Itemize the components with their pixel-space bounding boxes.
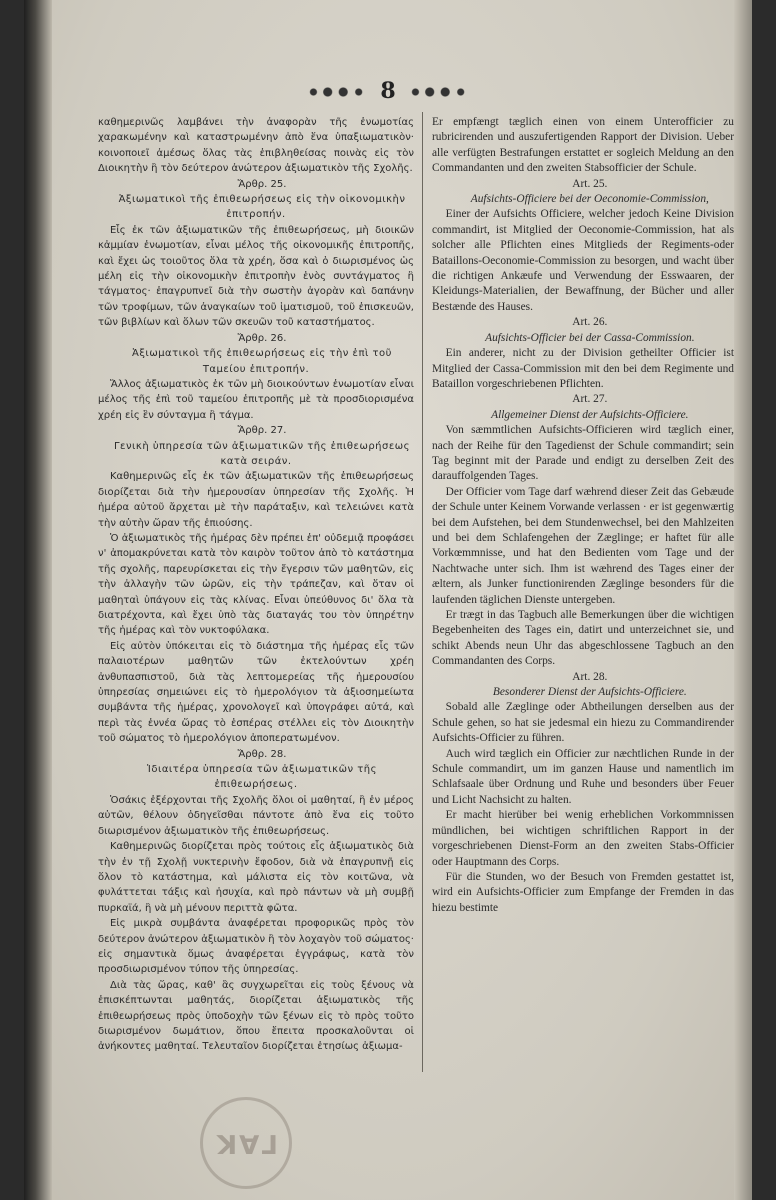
article-title: Ἀξιωματικοὶ τῆς ἐπιθεωρήσεως εἰς τὴν οἰκονομικὴν ἐπιτροπήν. bbox=[118, 194, 406, 221]
article-title: Γενικὴ ὑπηρεσία τῶν ἀξιωματικῶν τῆς ἐπιθεωρήσεως κατὰ σειράν. bbox=[113, 440, 410, 467]
german-column bbox=[432, 115, 734, 916]
left-ornament-icon bbox=[306, 85, 368, 99]
article-number: Ἄρθρ. 28. bbox=[237, 748, 287, 760]
article-number: Ἄρθρ. 27. bbox=[237, 425, 287, 437]
column-divider bbox=[422, 112, 423, 1072]
paragraph: Εἷς ἐκ τῶν ἀξιωματικῶν τῆς ἐπιθεωρήσεως, μὴ διοικῶν κἀμμίαν ἐνωμοτίαν, εἶναι μέλος τῆς οἰκονομικῆς ἐπιτροπῆς, καὶ ἔχει ὡς τοιοῦτος ὅλα τὰ χρέη, ὅσα καὶ ὁ διωρισμένος ὡς μέλη εἰς τὴν οἰκονομικὴν ἐπιτροπὴν ἑνὸς συντάγματος ἢ τάγματος· ἐπαγρυπνεῖ διὰ τὴν σωστὴν ἀγορὰν καὶ δαπάνην τῶν τροφίμων, τῶν ἀναγκαίων τοῦ ἱματισμοῦ, τοῦ ἐπισκευῶν, τῶν βιβλίων καὶ ὅλων τῶν σκευῶν τοῦ καταστήματος. bbox=[98, 224, 414, 329]
article-title: Besonderer Dienst der Aufsichts-Officiere. bbox=[492, 686, 687, 699]
article-title: Aufsichts-Officier bei der Cassa-Commission. bbox=[485, 331, 695, 344]
paragraph: Ἄλλος ἀξιωματικὸς ἐκ τῶν μὴ διοικούντων ἐνωμοτίαν εἶναι μέλος τῆς ἐπὶ τοῦ ταμείου ἐπιτροπῆς μὲ τὰ προσδιορισμένα χρέη εἰς ἓν σύνταγμα ἢ τάγμα. bbox=[98, 378, 414, 421]
paragraph: Der Officier vom Tage darf wæhrend dieser Zeit das Gebæude der Schule unter Keinem Vorwande verlassen · er ist gegenwærtig bei dem Aufstehen, bei dem Stundenwechsel, bei den Mahlzeiten und bei dem Schlafengehen der Zæglinge; er haftet für alle Vorkœmmnisse, und hat den Bedienten vom Tage und der Nachtwache unter sich. Ihm ist wæhrend des Tages einer der æltern, als Junker functionirenden Zæglinge besonders für die laufenden täglichen Dienste untergeben. bbox=[432, 485, 734, 606]
article-number: Art. 27. bbox=[572, 393, 608, 406]
paragraph: Εἰς αὐτὸν ὑπόκειται εἰς τὸ διάστημα τῆς ἡμέρας εἷς τῶν παλαιοτέρων μαθητῶν τῶν ἐκτελούντων χρέη ἀνθυπασπιστοῦ, διὰ τὰς λεπτομερείας τῆς ἡμερουσίου ὑπηρεσίας σημειώνει εἰς τὸ ἡμερολόγιον τὰ ἀξιοσημείωτα συμβάντα τῆς ἡμέρας, χρονολογεῖ καὶ ὑπογράφει αὐτά, καὶ περὶ τὰς ἐννέα ὥρας τὸ ἑσπέρας στέλλει εἰς τὸν Διοικητὴν τοῦ σώματος τὸ ἡμερολόγιον ἀποπερατωμένον. bbox=[98, 640, 414, 745]
article-number: Ἄρθρ. 26. bbox=[237, 332, 287, 344]
paragraph: Einer der Aufsichts Officiere, welcher jedoch Keine Division commandirt, ist Mitglied der Oeconomie-Commission, hat als solcher alle Pflichten eines Mitglieds der Regiments-oder Bataillons-Oeconomie-Commission zu besorgen, und wacht über die richtigen Ankæufe und Verwendung der Esswaaren, der Kleidungs-Materialien, der Bewaffnung, der Bücher und aller Bestænde des Hauses. bbox=[432, 208, 734, 313]
document-page bbox=[24, 0, 752, 1200]
article-number: Art. 25. bbox=[572, 177, 608, 190]
article-number: Art. 26. bbox=[572, 316, 608, 329]
page-binding-shadow bbox=[24, 0, 52, 1200]
article-title: Allgemeiner Dienst der Aufsichts-Officiere. bbox=[491, 408, 689, 421]
paragraph: Er macht hierüber bei wenig erheblichen Vorkommnissen mündlichen, bei wichtigen schriftlichen Rapport in der vorgeschriebenen Dienst-Form an den zweiten Stabs-Officier oder Hauptmann des Corps. bbox=[432, 809, 734, 868]
archive-stamp bbox=[200, 1097, 292, 1189]
right-ornament-icon bbox=[408, 85, 470, 99]
page-right-edge bbox=[734, 0, 752, 1200]
paragraph: καθημερινῶς λαμβάνει τὴν ἀναφορὰν τῆς ἐνωμοτίας χαρακωμένην καὶ καταστρωμένην ἀπὸ ἕνα ὑπαξιωματικὸν· κοινοποιεῖ ἀμέσως ὅλας τὰς ἐπιβληθείσας ποινὰς εἰς τὸν Διοικητὴν ἢ τὸν δεύτερον ἀνώτερον ἀξιωματικὸν τῆς Σχολῆς. bbox=[98, 117, 414, 175]
paragraph: Ein anderer, nicht zu der Division getheilter Officier ist Mitglied der Cassa-Commission mit den bei dem Regimente und Bataillon vorgeschriebenen Pflichten. bbox=[432, 347, 734, 390]
article-number: Ἄρθρ. 25. bbox=[237, 178, 287, 190]
page-header bbox=[24, 78, 752, 104]
paragraph: Ὁσάκις ἐξέρχονται τῆς Σχολῆς ὅλοι οἱ μαθηταί, ἢ ἐν μέρος αὐτῶν, θέλουν ὁδηγεῖσθαι πάντοτε ἀπὸ ἕνα εἰς τοῦτο διωρισμένον ἀξιωματικὸν τῆς ἐπιθεωρήσεως. bbox=[98, 794, 414, 837]
paragraph: Für die Stunden, wo der Besuch von Fremden gestattet ist, wird ein Aufsichts-Officier zum Empfange der Fremden in das hiezu bestimte bbox=[432, 870, 734, 914]
paragraph: Von sæmmtlichen Aufsichts-Officieren wird tæglich einer, nach der Reihe für den Tagedienst der Schule commandirt; sein Tag beginnt mit der Parade und endigt zu derselben Zeit des darauffolgenden Tages. bbox=[432, 424, 734, 483]
paragraph: Er empfængt tæglich einen von einem Unterofficier zu rubricirenden und auszufertigenden Rapport der Division. Ueber alle verfügten Bestrafungen erstattet er sogleich Meldung an den Commandanten und den zweiten Stabsofficier der Schule. bbox=[432, 116, 734, 175]
paragraph: Er trægt in das Tagbuch alle Bemerkungen über die wichtigen Begebenheiten des Tages ein, datirt und unterzeichnet sie, und schikt Abends neun Uhr das abgeschlossene Tagbuch an den Commandanten des Corps. bbox=[432, 609, 734, 668]
article-title: Aufsichts-Officiere bei der Oeconomie-Commission, bbox=[470, 193, 709, 206]
stamp-text: ΓΑΚ bbox=[214, 1128, 278, 1158]
article-title: Ἀξιωματικοὶ τῆς ἐπιθεωρήσεως εἰς τὴν ἐπὶ τοῦ Ταμείου ἐπιτροπήν. bbox=[132, 348, 392, 375]
paragraph: Διὰ τὰς ὥρας, καθ' ἃς συγχωρεῖται εἰς τοὺς ξένους νὰ ἐπισκέπτωνται μαθητάς, διορίζεται ἀξιωματικὸς τῆς ἐπιθεωρήσεως πρὸς ὑποδοχὴν τῶν ξένων εἰς τὸ πρὸς τοῦτο διωρισμένον δωμάτιον, ὅπου ἔπειτα προσκαλοῦνται οἱ ἀνήκοντες μαθηταί. Τελευταῖον διορίζεται ἐτησίως ἀξιωμα- bbox=[98, 979, 414, 1053]
article-title: Ἰδιαιτέρα ὑπηρεσία τῶν ἀξιωματικῶν τῆς ἐπιθεωρήσεως. bbox=[147, 764, 377, 791]
article-number: Art. 28. bbox=[572, 670, 608, 683]
paragraph: Sobald alle Zæglinge oder Abtheilungen derselben aus der Schule gehen, so hat sie jedesmal ein hiezu zu Commandirender Aufsichts-Officier zu führen. bbox=[432, 701, 734, 745]
paragraph: Καθημερινῶς διορίζεται πρὸς τούτοις εἷς ἀξιωματικὸς διὰ τὴν ἐν τῇ Σχολῇ νυκτερινὴν ἔφοδον, διὰ νὰ ἐπαγρυπνῇ εἰς ὅλον τὸ κατάστημα, καὶ μάλιστα εἰς τὸν κοιτῶνα, νὰ φυλάττεται τάξις καὶ ἡσυχία, καὶ πρὸ πάντων νὰ μὴ συμβῇ πυρκαϊά, ἢ νὰ μὴ μένουν περιττὰ φῶτα. bbox=[98, 841, 414, 914]
paragraph: Εἰς μικρὰ συμβάντα ἀναφέρεται προφορικῶς πρὸς τὸν δεύτερον ἀνώτερον ἀξιωματικὸν ἢ τὸν λοχαγὸν τοῦ σώματος· εἰς σημαντικὰ ὅμως ἀναφέρεται ἐγγράφως, κατὰ τὸν προσδιωρισμένον τύπον τῆς ὑπηρεσίας. bbox=[98, 918, 414, 976]
paragraph: Καθημερινῶς εἷς ἐκ τῶν ἀξιωματικῶν τῆς ἐπιθεωρήσεως διορίζεται διὰ τὴν ἡμερουσίαν ὑπηρεσίαν τῆς Σχολῆς. Ἡ ἡμέρα αὐτοῦ ἄρχεται μὲ τὴν παράταξιν, καὶ τελειώνει κατὰ τὴν αὐτὴν ὥραν τῆς ἐπιούσης. bbox=[98, 471, 414, 529]
page-number: 8 bbox=[380, 78, 396, 104]
greek-column bbox=[98, 115, 414, 1055]
paragraph: Ὁ ἀξιωματικὸς τῆς ἡμέρας δὲν πρέπει ἐπ' οὐδεμιᾷ προφάσει ν' ἀπομακρύνεται κατὰ τὸν καιρὸν τοῦτον ἀπὸ τὸ κατάστημα τῆς σχολῆς, παρευρίσκεται εἰς τὴν ἔγερσιν τῶν μαθητῶν, εἰς τὴν ἀλλαγὴν τῶν ὡρῶν, εἰς τὴν τράπεζαν, καὶ ὅταν οἱ μαθηταὶ ὑπάγουν εἰς τὰς κλίνας. Εἶναι ὑπεύθυνος δι' ὅλα τὰ διατρέχοντα, καὶ ἔχει ὑπὸ τὰς διαταγάς του τὸν ὑπηρέτην τῆς ἡμέρας καὶ τὸν νυκτοφύλακα. bbox=[98, 532, 414, 637]
paragraph: Auch wird tæglich ein Officier zur næchtlichen Runde in der Schule commandirt, um im ganzen Hause und namentlich im Schlafsaale über Ordnung und Ruhe und besonders über Feuer und Licht Nachsicht zu halten. bbox=[432, 747, 734, 806]
